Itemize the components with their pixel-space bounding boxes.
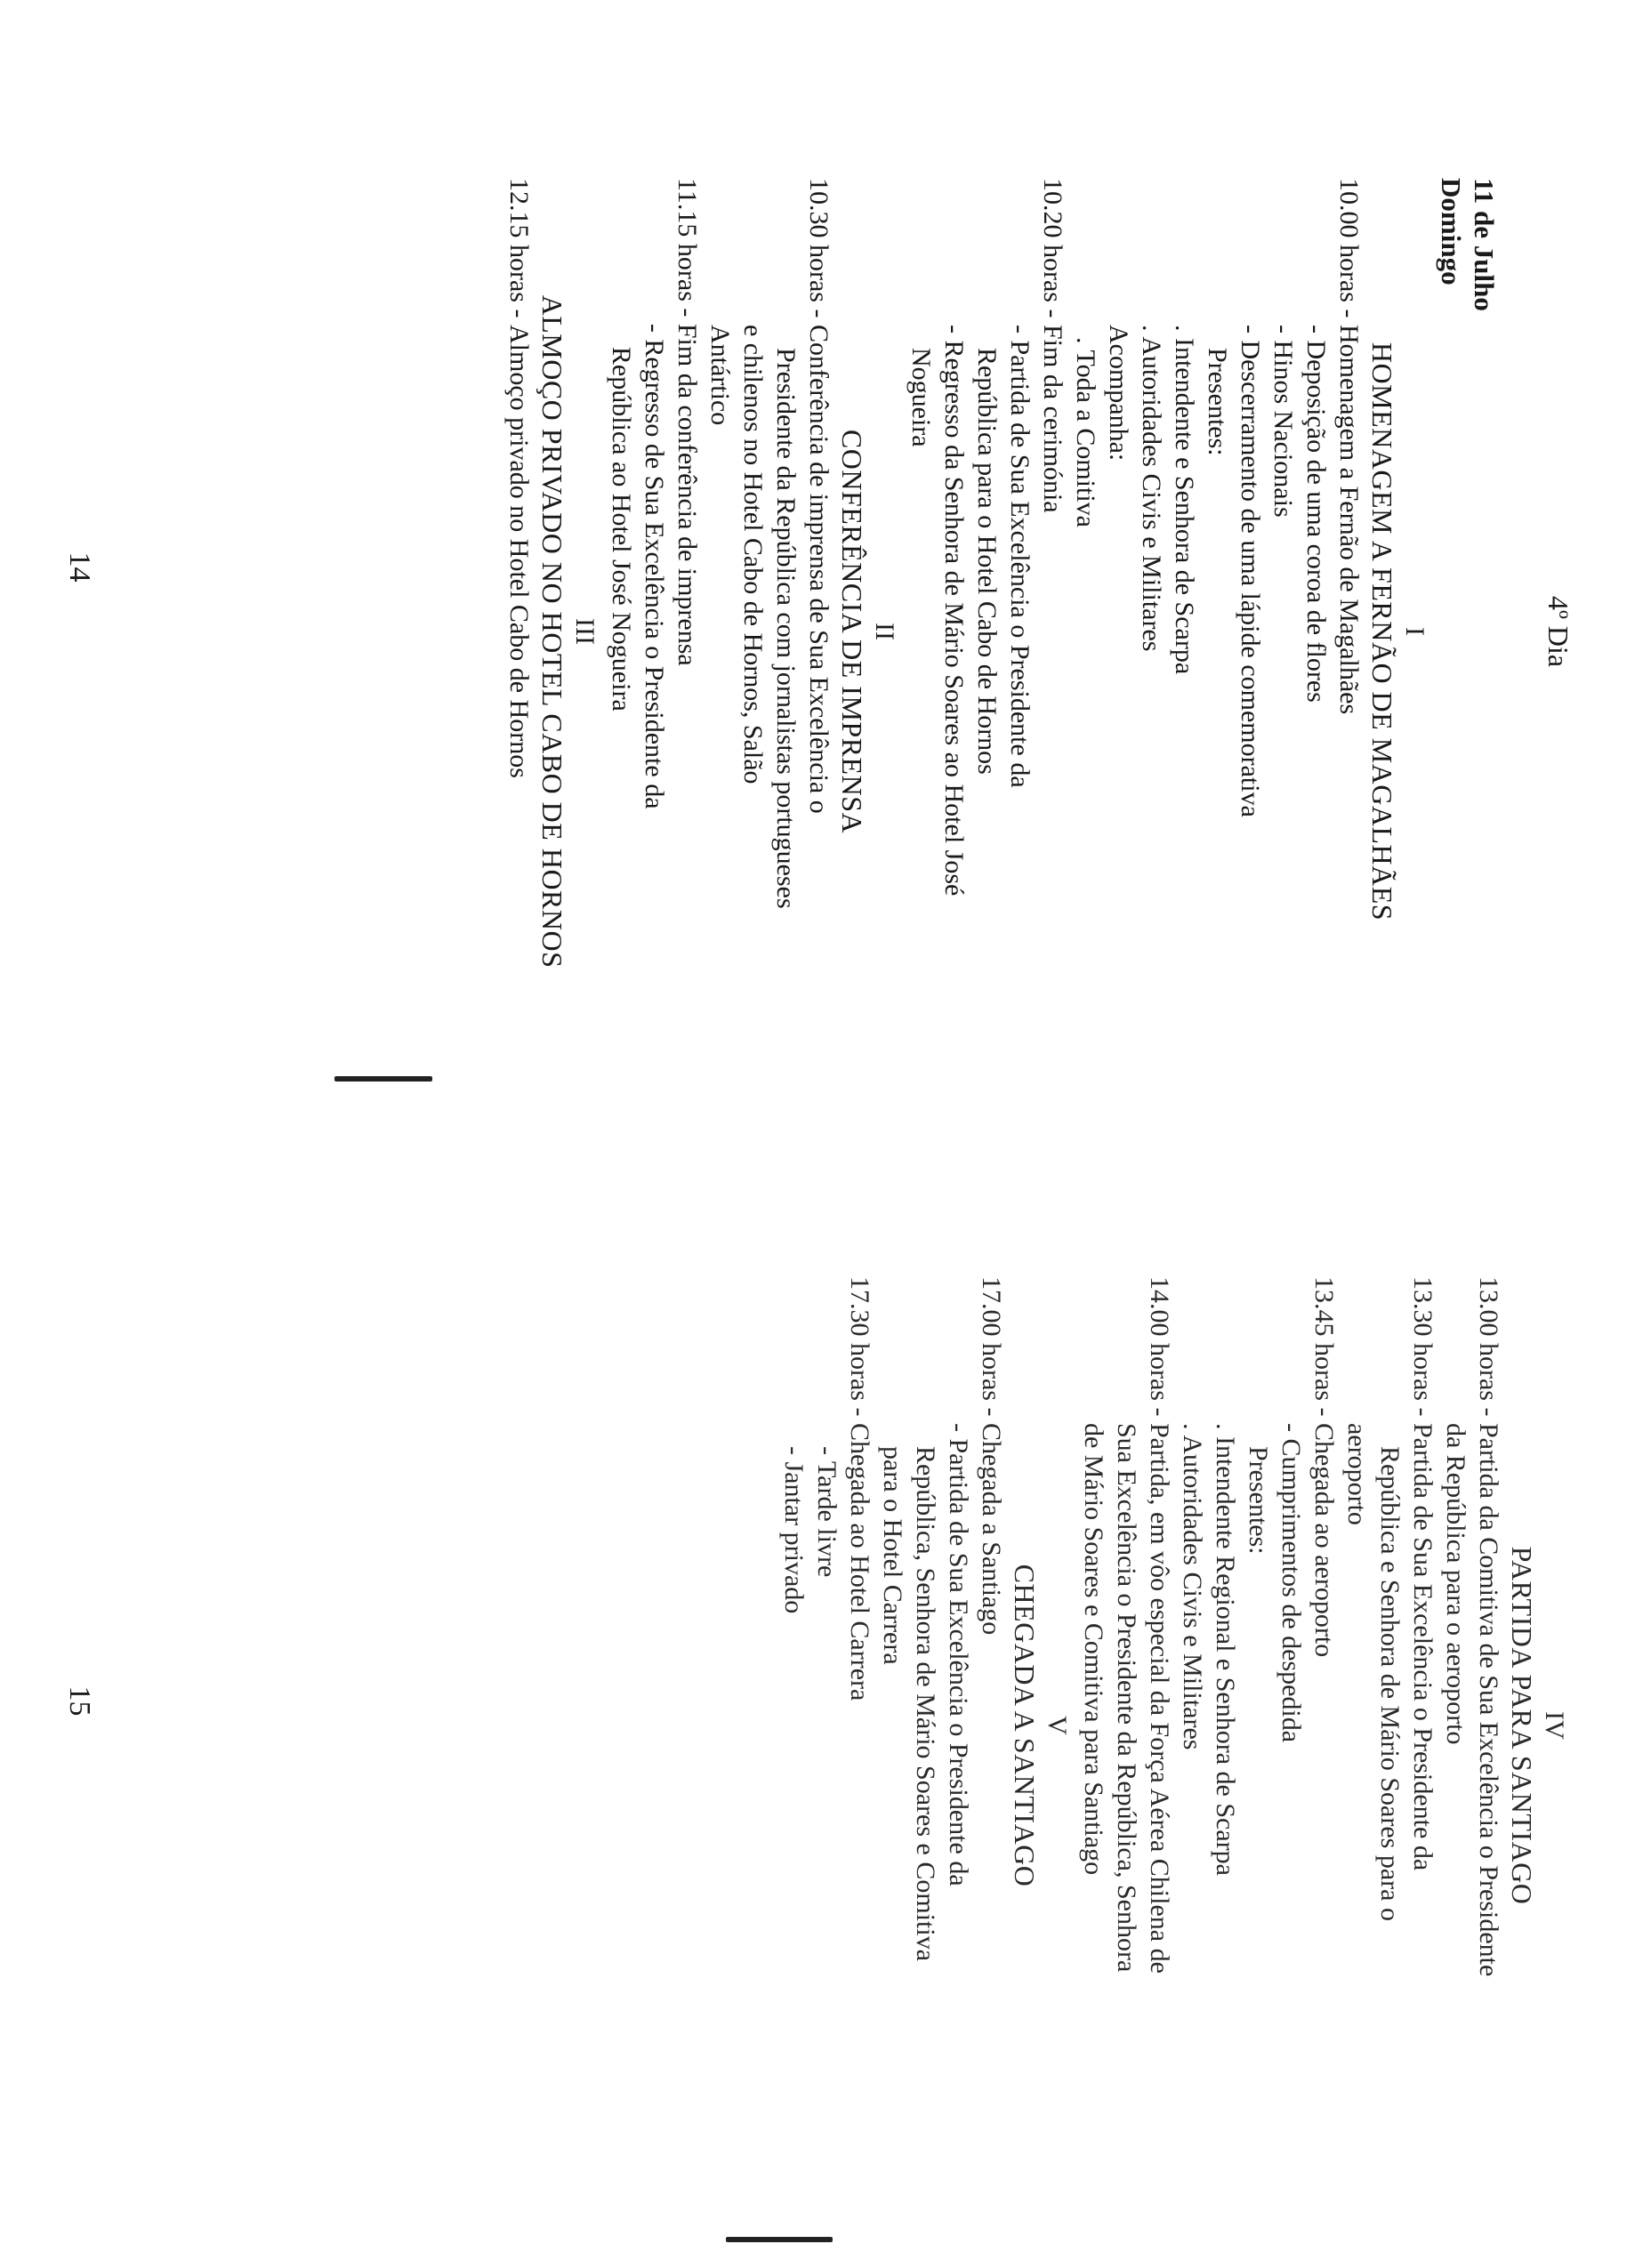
- entry-line: de Mário Soares e Comitiva para Santiago: [1079, 1422, 1108, 1876]
- entry-line: Fim da cerimónia: [1038, 324, 1067, 513]
- entry-body: [1341, 1423, 1439, 2175]
- entry-line: Chegada ao aeroporto: [1309, 1422, 1339, 1658]
- entry-line: . Autoridades Civis e Militares: [1135, 325, 1168, 1085]
- entry-line: Acompanha:: [1104, 324, 1133, 462]
- entry-line: Fim da conferência de imprensa: [672, 323, 702, 666]
- entry-line: República ao Hotel José Nogueira: [607, 346, 636, 712]
- entry-body: [1176, 1423, 1341, 2175]
- entry-line: Antártico: [705, 324, 735, 426]
- schedule-entry: [704, 178, 835, 1085]
- entry-time: 14.00 horas -: [1143, 1276, 1176, 1423]
- page-number: 15: [63, 1685, 96, 1717]
- entry-body: [704, 325, 835, 1085]
- entry-time: 11.15 horas -: [671, 178, 704, 324]
- entry-line: Partida da Comitiva de Sua Excelência o Presidente: [1474, 1422, 1503, 1977]
- entry-line: - Deposição de uma coroa de flores: [1300, 325, 1333, 1085]
- entry-time: 10.00 horas -: [1333, 178, 1365, 325]
- entry-line: República e Senhora de Mário Soares para o: [1375, 1445, 1405, 1921]
- schedule-entry: [1069, 178, 1365, 1085]
- entry-line: - Cumprimentos de despedida: [1275, 1423, 1308, 2175]
- entry-line: - Descerramento de uma lápide comemorativa: [1234, 325, 1267, 1085]
- section-number: IV: [1540, 1711, 1569, 1740]
- entry-line: Almoço privado no Hotel Cabo de Hornos: [504, 324, 534, 778]
- entry-line: Presentes:: [1203, 347, 1232, 456]
- section-title: ALMOÇO PRIVADO NO HOTEL CABO DE HORNOS: [536, 294, 568, 969]
- section-title: CHEGADA A SANTIAGO: [1009, 1564, 1041, 1887]
- section-number: III: [570, 618, 600, 645]
- schedule-entry: [1176, 1276, 1341, 2175]
- entry-line: . Autoridades Civis e Militares: [1176, 1423, 1209, 2175]
- entry-line: Chegada a Santiago: [977, 1422, 1006, 1636]
- entry-time: 13.45 horas -: [1308, 1276, 1341, 1423]
- entry-line: Conferência de imprensa de Sua Excelência o: [804, 324, 834, 814]
- entry-line: Partida, em vôo especial da Força Aérea Chilena de: [1145, 1422, 1174, 1974]
- entry-body: [777, 1423, 876, 2175]
- entry-line: - Partida de Sua Excelência o Presidente da: [1003, 325, 1036, 1085]
- entry-line: e chilenos no Hotel Cabo de Hornos, Salão: [738, 324, 768, 784]
- section-title: PARTIDA PARA SANTIAGO: [1506, 1546, 1538, 1905]
- weekday: Domingo: [1436, 178, 1467, 286]
- entry-body: [1439, 1423, 1505, 2175]
- entry-line: - Partida de Sua Excelência o Presidente da: [942, 1423, 975, 2175]
- entry-line: - Hinos Nacionais: [1267, 325, 1300, 1085]
- entry-line: - Jantar privado: [777, 1423, 810, 2175]
- section-number: II: [870, 623, 899, 640]
- entry-line: Nogueira: [906, 347, 936, 447]
- entry-line: Partida de Sua Excelência o Presidente da: [1408, 1422, 1438, 1871]
- entry-body: [1077, 1423, 1176, 2175]
- section-number: V: [1043, 1716, 1072, 1735]
- entry-line: para o Hotel Carrera: [878, 1445, 907, 1665]
- page-left-content: [503, 178, 1574, 1085]
- schedule-entry: [1439, 1276, 1505, 2175]
- entry-time: 10.30 horas -: [802, 178, 835, 325]
- entry-line: Homenagem a Fernão de Magalhães: [1334, 324, 1364, 715]
- entry-body: [876, 1423, 1008, 2175]
- schedule-entry: [1077, 1276, 1176, 2175]
- schedule-entry: [605, 178, 704, 1085]
- entry-body: [503, 325, 536, 1085]
- day-title: 4º Dia: [1542, 595, 1574, 668]
- page-right-content: [777, 1276, 1574, 2175]
- entry-line: Chegada ao Hotel Carrera: [845, 1422, 874, 1701]
- entry-line: - Regresso de Sua Excelência o Presidente da: [638, 324, 671, 1085]
- left-sections: [503, 178, 1431, 1085]
- entry-line: Presidente da República com jornalistas portugueses: [771, 347, 801, 909]
- entry-line: - Tarde livre: [810, 1423, 843, 2175]
- entry-time: 17.30 horas -: [843, 1276, 876, 1423]
- entry-line: Presentes:: [1244, 1445, 1273, 1555]
- entry-time: 10.20 horas -: [1036, 178, 1069, 325]
- section-title: HOMENAGEM A FERNÃO DE MAGALHÃES: [1366, 342, 1398, 921]
- margin-mark: [726, 2237, 833, 2242]
- schedule-entry: [876, 1276, 1008, 2175]
- schedule-entry: [905, 178, 1069, 1085]
- entry-body: [905, 325, 1069, 1085]
- entry-line: . Intendente e Senhora de Scarpa: [1168, 325, 1201, 1085]
- entry-line: da República para o aeroporto: [1441, 1422, 1470, 1745]
- section-number: I: [1400, 627, 1430, 636]
- schedule-entry: [1341, 1276, 1439, 2175]
- entry-line: . Intendente Regional e Senhora de Scarpa: [1209, 1423, 1242, 2175]
- schedule-entry: [777, 1276, 876, 2175]
- entry-line: aeroporto: [1342, 1422, 1372, 1525]
- page-right: [0, 1134, 1651, 2268]
- right-sections: [777, 1276, 1571, 2175]
- entry-line: República para o Hotel Cabo de Hornos: [972, 347, 1002, 775]
- entry-time: 12.15 horas -: [503, 178, 536, 325]
- entry-time: 13.00 horas -: [1472, 1276, 1505, 1423]
- page-number: 14: [63, 551, 96, 583]
- schedule-entry: [503, 178, 536, 1085]
- section-title: CONFERÊNCIA DE IMPRENSA: [836, 429, 868, 834]
- entry-time: 17.00 horas -: [975, 1276, 1008, 1423]
- margin-mark: [334, 1076, 432, 1082]
- entry-line: República, Senhora de Mário Soares e Comitiva: [911, 1445, 940, 1962]
- entry-line: Sua Excelência o Presidente da República, Senhora: [1112, 1422, 1141, 1973]
- entry-body: [1069, 325, 1365, 1085]
- entry-body: [605, 324, 704, 1085]
- entry-line: . Toda a Comitiva: [1069, 325, 1102, 1085]
- date: 11 de Julho: [1469, 178, 1500, 311]
- entry-time: 13.30 horas -: [1406, 1276, 1439, 1423]
- entry-line: - Regresso da Senhora de Mário Soares ao Hotel José: [938, 325, 970, 1085]
